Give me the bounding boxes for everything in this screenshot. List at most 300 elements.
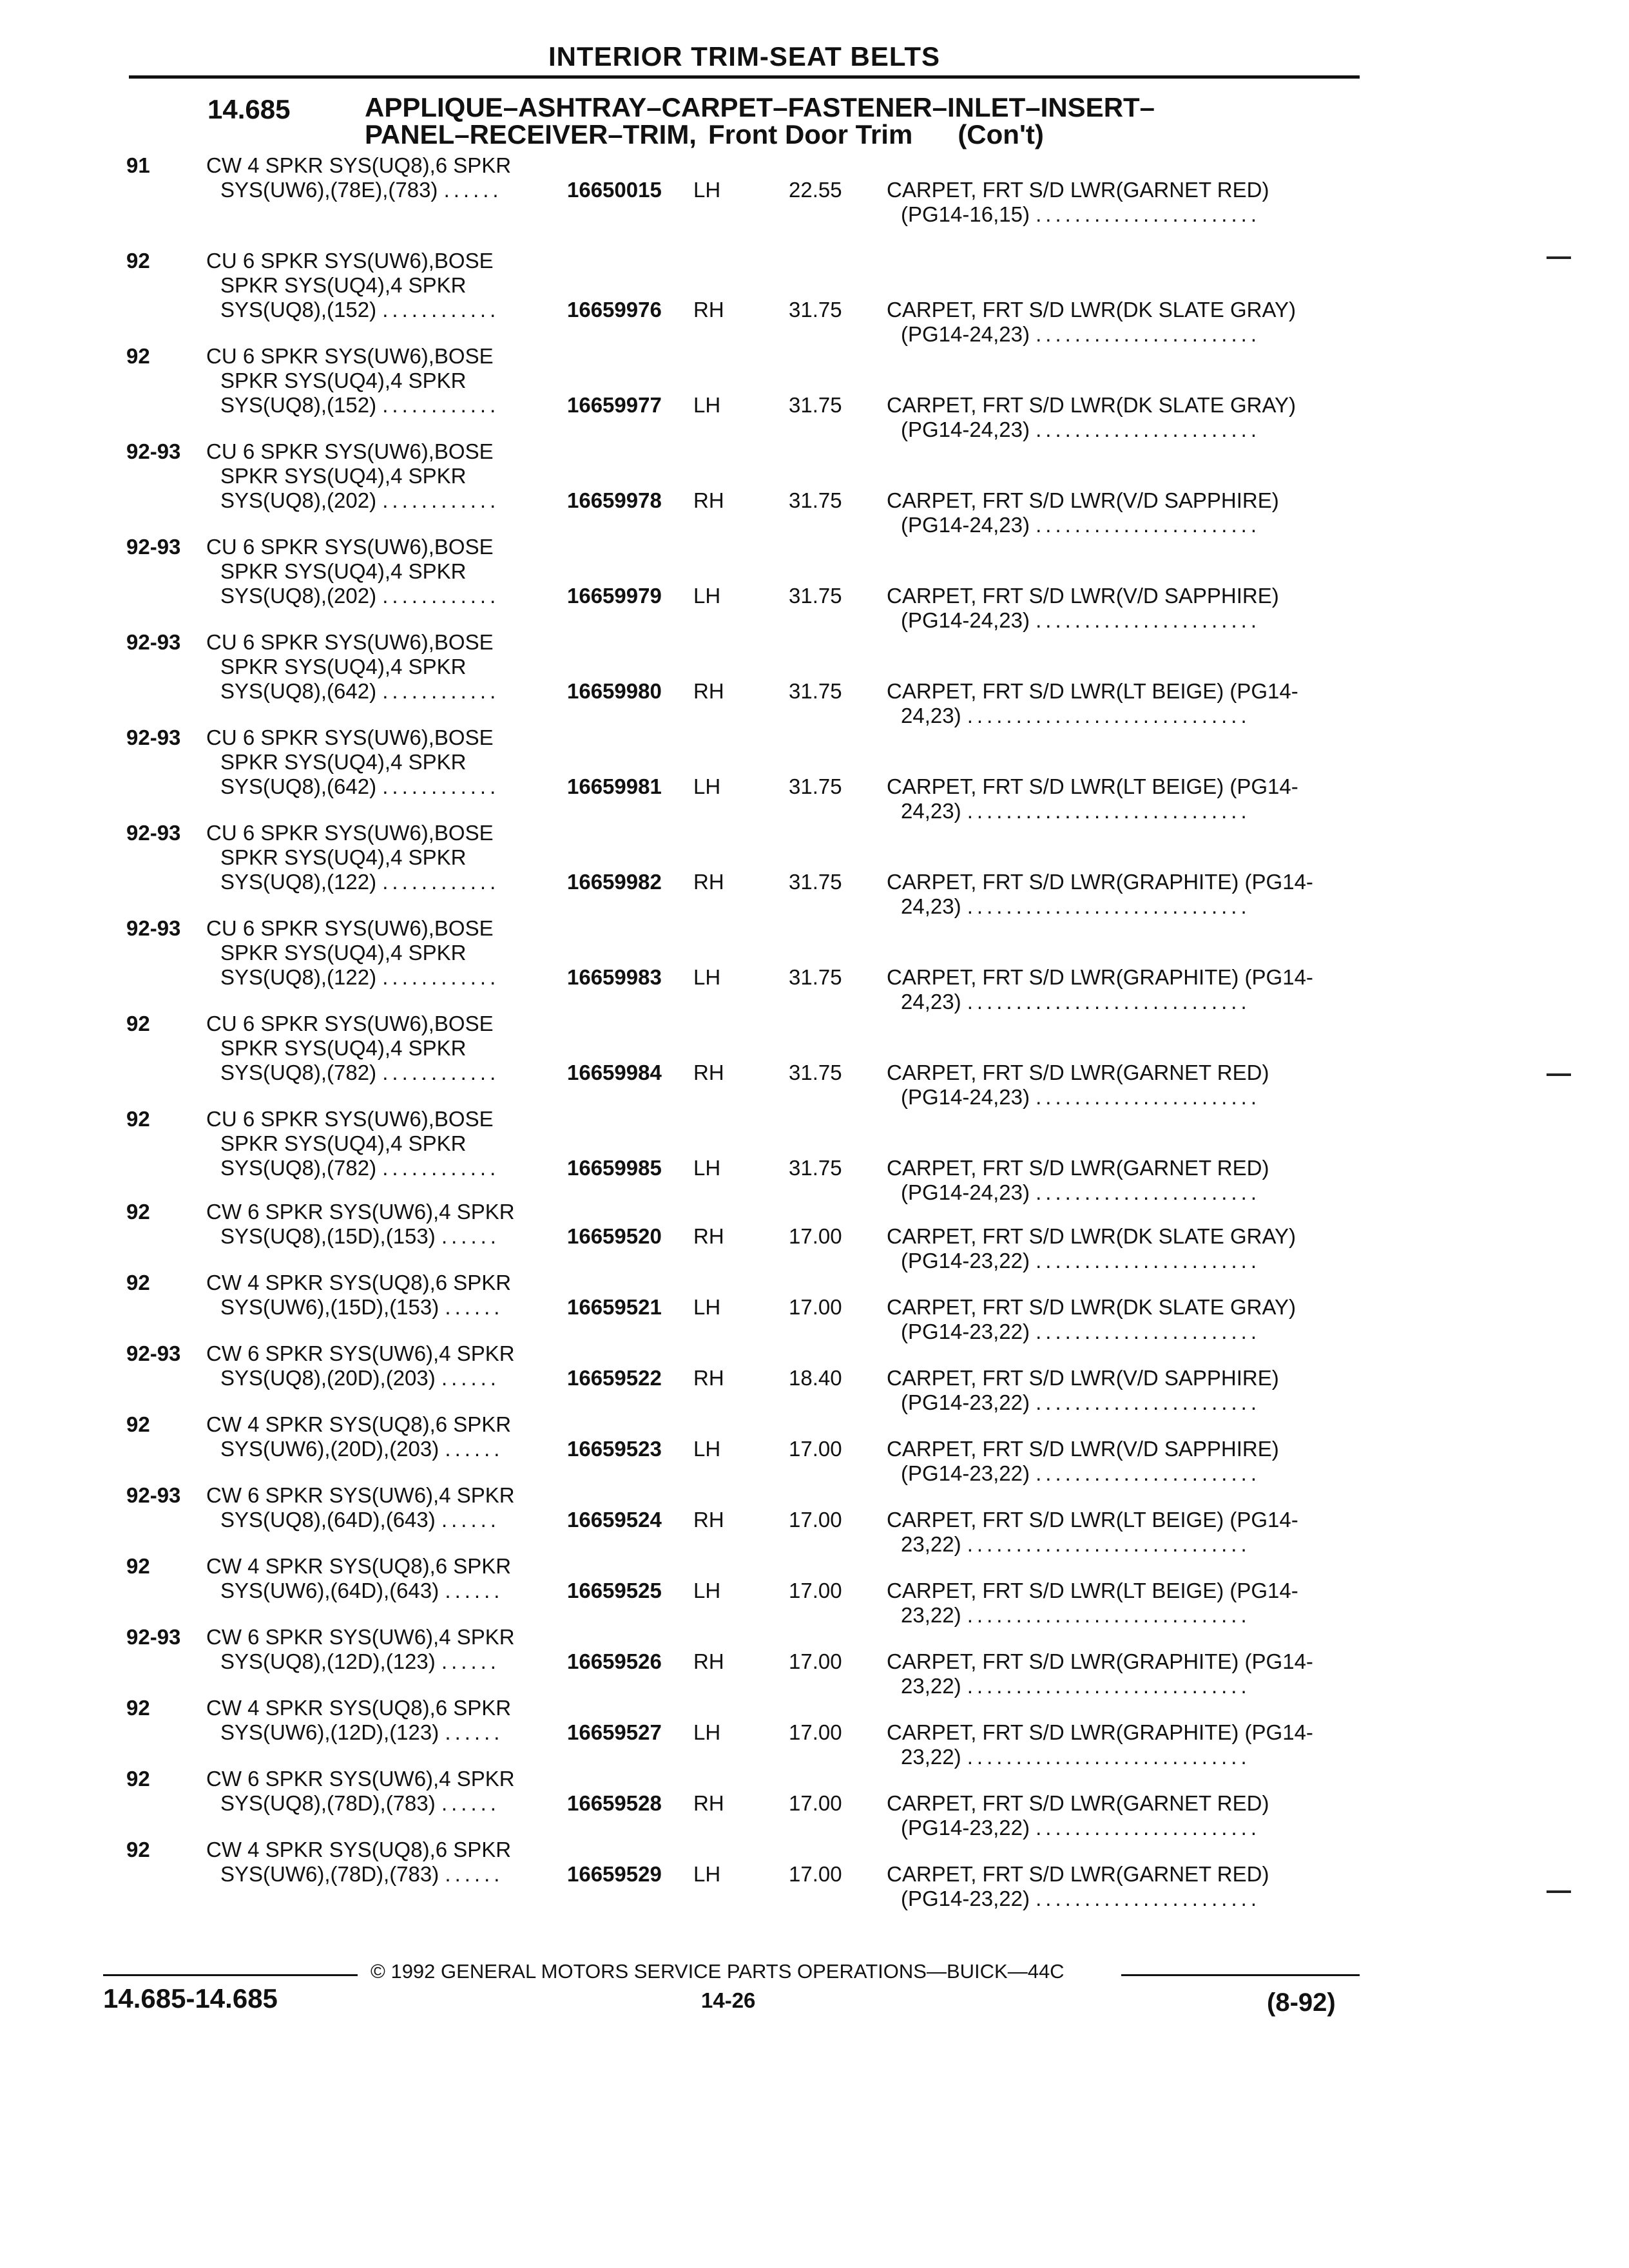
leader-dots: ............ bbox=[382, 1061, 500, 1084]
model-year: 92 bbox=[126, 1271, 150, 1294]
usage-line: CW 6 SPKR SYS(UW6),4 SPKR bbox=[206, 1625, 515, 1649]
part-title-line: CARPET, FRT S/D LWR(GRAPHITE) (PG14- bbox=[887, 870, 1313, 894]
model-year: 92-93 bbox=[126, 439, 181, 463]
usage-line: SYS(UW6),(20D),(203) bbox=[220, 1437, 439, 1461]
price: 17.00 bbox=[789, 1791, 842, 1815]
part-title-line: CARPET, FRT S/D LWR(GARNET RED) bbox=[887, 1061, 1269, 1084]
section-title bbox=[365, 94, 1155, 148]
side-indicator: RH bbox=[693, 1791, 724, 1815]
usage-last-line bbox=[206, 1720, 511, 1745]
usage-last-line bbox=[206, 1156, 499, 1180]
part-number: 16659985 bbox=[567, 1156, 662, 1180]
leader-dots: ............................. bbox=[967, 894, 1251, 918]
part-title-ref: (PG14-23,22) bbox=[901, 1249, 1030, 1273]
leader-dots: ....................... bbox=[1036, 1180, 1260, 1204]
usage-last-line bbox=[206, 1508, 515, 1532]
usage-line: SYS(UQ8),(78D),(783) bbox=[220, 1791, 436, 1815]
part-title bbox=[887, 298, 1364, 347]
usage-line: SYS(UQ8),(20D),(203) bbox=[220, 1366, 436, 1390]
usage-line: SYS(UQ8),(782) bbox=[220, 1156, 377, 1180]
section-title-line2-wrap bbox=[365, 121, 1155, 148]
part-title-line2 bbox=[887, 202, 1364, 227]
price: 31.75 bbox=[789, 1061, 842, 1084]
margin-mark bbox=[1547, 256, 1571, 259]
part-entry bbox=[0, 1012, 1629, 1109]
part-title bbox=[887, 1791, 1364, 1840]
leader-dots: ............ bbox=[382, 679, 500, 703]
part-title-ref: 24,23) bbox=[901, 894, 961, 918]
footer-rule-left bbox=[103, 1974, 358, 1976]
leader-dots: ............ bbox=[382, 584, 500, 608]
leader-dots: ...... bbox=[445, 1437, 504, 1461]
leader-dots: ....................... bbox=[1036, 322, 1260, 346]
leader-dots: ....................... bbox=[1036, 418, 1260, 441]
footer-date: (8-92) bbox=[1267, 1988, 1336, 2017]
part-entry bbox=[0, 439, 1629, 537]
part-title-line2 bbox=[887, 990, 1364, 1014]
model-year: 92 bbox=[126, 344, 150, 368]
part-title-line: CARPET, FRT S/D LWR(GARNET RED) bbox=[887, 1156, 1269, 1180]
part-title bbox=[887, 774, 1364, 823]
leader-dots: ............................. bbox=[967, 1745, 1251, 1769]
part-entry bbox=[0, 726, 1629, 823]
usage-line: SPKR SYS(UQ4),4 SPKR bbox=[220, 1036, 467, 1060]
usage-line: SYS(UQ8),(202) bbox=[220, 584, 377, 608]
leader-dots: ...... bbox=[441, 1508, 500, 1532]
part-title-line2 bbox=[887, 1745, 1364, 1769]
usage-last-line bbox=[206, 965, 499, 990]
part-title-ref: 23,22) bbox=[901, 1674, 961, 1698]
usage-description bbox=[206, 1200, 515, 1249]
margin-mark bbox=[1547, 1073, 1571, 1076]
leader-dots: ............ bbox=[382, 488, 500, 512]
footer-rule-right bbox=[1121, 1974, 1360, 1976]
part-title-ref: (PG14-24,23) bbox=[901, 322, 1030, 346]
part-number: 16659980 bbox=[567, 679, 662, 703]
side-indicator: RH bbox=[693, 1508, 724, 1532]
usage-line: CW 4 SPKR SYS(UQ8),6 SPKR bbox=[206, 153, 512, 177]
leader-dots: ............ bbox=[382, 870, 500, 894]
price: 17.00 bbox=[789, 1720, 842, 1744]
part-title-line: CARPET, FRT S/D LWR(GARNET RED) bbox=[887, 178, 1269, 202]
part-number: 16659977 bbox=[567, 393, 662, 417]
leader-dots: ............................. bbox=[967, 1603, 1251, 1627]
leader-dots: ...... bbox=[445, 1862, 504, 1886]
part-title-line: CARPET, FRT S/D LWR(GRAPHITE) (PG14- bbox=[887, 1720, 1313, 1744]
usage-line: CU 6 SPKR SYS(UW6),BOSE bbox=[206, 249, 494, 273]
part-title-line2 bbox=[887, 513, 1364, 537]
usage-line: SPKR SYS(UQ4),4 SPKR bbox=[220, 273, 467, 297]
part-title-line: CARPET, FRT S/D LWR(LT BEIGE) (PG14- bbox=[887, 1508, 1298, 1532]
usage-description bbox=[206, 1767, 515, 1816]
usage-description bbox=[206, 726, 499, 799]
part-entry bbox=[0, 535, 1629, 632]
usage-description bbox=[206, 1107, 499, 1180]
usage-description bbox=[206, 630, 499, 704]
usage-line: SPKR SYS(UQ4),4 SPKR bbox=[220, 1131, 467, 1155]
leader-dots: ...... bbox=[441, 1791, 500, 1815]
usage-line: SYS(UQ8),(12D),(123) bbox=[220, 1649, 436, 1673]
side-indicator: RH bbox=[693, 1224, 724, 1248]
usage-line: SYS(UW6),(15D),(153) bbox=[220, 1295, 439, 1319]
footer-page-number: 14-26 bbox=[701, 1988, 756, 2012]
price: 22.55 bbox=[789, 178, 842, 202]
leader-dots: ............................. bbox=[967, 799, 1251, 823]
model-year: 91 bbox=[126, 153, 150, 177]
price: 31.75 bbox=[789, 393, 842, 417]
part-title-line2 bbox=[887, 1085, 1364, 1110]
leader-dots: ....................... bbox=[1036, 1390, 1260, 1414]
side-indicator: LH bbox=[693, 965, 721, 989]
usage-line: SYS(UQ8),(152) bbox=[220, 298, 377, 322]
side-indicator: LH bbox=[693, 393, 721, 417]
part-number: 16659527 bbox=[567, 1720, 662, 1744]
part-title-line: CARPET, FRT S/D LWR(GARNET RED) bbox=[887, 1791, 1269, 1815]
usage-description bbox=[206, 535, 499, 608]
part-title bbox=[887, 1862, 1364, 1911]
side-indicator: LH bbox=[693, 1862, 721, 1886]
leader-dots: ............................. bbox=[967, 704, 1251, 727]
part-title-line: CARPET, FRT S/D LWR(LT BEIGE) (PG14- bbox=[887, 1579, 1298, 1602]
side-indicator: LH bbox=[693, 1579, 721, 1602]
side-indicator: LH bbox=[693, 1437, 721, 1461]
part-title-line: CARPET, FRT S/D LWR(DK SLATE GRAY) bbox=[887, 1295, 1296, 1319]
part-title bbox=[887, 870, 1364, 919]
side-indicator: LH bbox=[693, 178, 721, 202]
usage-last-line bbox=[206, 488, 499, 513]
model-year: 92-93 bbox=[126, 1341, 181, 1365]
usage-last-line bbox=[206, 679, 499, 704]
usage-line: SYS(UW6),(78E),(783) bbox=[220, 178, 438, 202]
usage-line: SYS(UQ8),(122) bbox=[220, 870, 377, 894]
part-title-ref: (PG14-23,22) bbox=[901, 1816, 1030, 1840]
model-year: 92 bbox=[126, 1107, 150, 1131]
part-title bbox=[887, 584, 1364, 633]
part-number: 16659978 bbox=[567, 488, 662, 512]
usage-line: SYS(UQ8),(122) bbox=[220, 965, 377, 989]
usage-last-line bbox=[206, 870, 499, 894]
usage-description bbox=[206, 153, 511, 202]
price: 17.00 bbox=[789, 1862, 842, 1886]
leader-dots: ...... bbox=[441, 1649, 500, 1673]
model-year: 92-93 bbox=[126, 821, 181, 845]
usage-line: CW 6 SPKR SYS(UW6),4 SPKR bbox=[206, 1341, 515, 1365]
leader-dots: ...... bbox=[441, 1224, 500, 1248]
model-year: 92-93 bbox=[126, 1625, 181, 1649]
usage-description bbox=[206, 1696, 511, 1745]
part-title-ref: (PG14-24,23) bbox=[901, 1085, 1030, 1109]
usage-description bbox=[206, 1271, 511, 1320]
part-number: 16659522 bbox=[567, 1366, 662, 1390]
part-entry bbox=[0, 916, 1629, 1014]
footer-copyright: © 1992 GENERAL MOTORS SERVICE PARTS OPERATIONS—BUICK—44C bbox=[371, 1960, 1065, 1983]
usage-line: SYS(UW6),(64D),(643) bbox=[220, 1579, 439, 1602]
part-title-line2 bbox=[887, 704, 1364, 728]
part-title-ref: (PG14-23,22) bbox=[901, 1461, 1030, 1485]
price: 17.00 bbox=[789, 1649, 842, 1673]
usage-description bbox=[206, 249, 499, 322]
usage-line: CW 6 SPKR SYS(UW6),4 SPKR bbox=[206, 1767, 515, 1791]
part-title-line2 bbox=[887, 608, 1364, 633]
leader-dots: ...... bbox=[443, 178, 503, 202]
leader-dots: ............................. bbox=[967, 990, 1251, 1014]
usage-line: SYS(UQ8),(15D),(153) bbox=[220, 1224, 436, 1248]
part-title bbox=[887, 1061, 1364, 1110]
part-title bbox=[887, 679, 1364, 728]
price: 17.00 bbox=[789, 1508, 842, 1532]
usage-line: SPKR SYS(UQ4),4 SPKR bbox=[220, 845, 467, 869]
part-title-line: CARPET, FRT S/D LWR(GRAPHITE) (PG14- bbox=[887, 1649, 1313, 1673]
part-number: 16659979 bbox=[567, 584, 662, 608]
usage-line: SYS(UQ8),(64D),(643) bbox=[220, 1508, 436, 1532]
usage-last-line bbox=[206, 298, 499, 322]
part-title bbox=[887, 178, 1364, 227]
usage-line: CW 6 SPKR SYS(UW6),4 SPKR bbox=[206, 1483, 515, 1507]
part-title bbox=[887, 1437, 1364, 1486]
price: 31.75 bbox=[789, 584, 842, 608]
leader-dots: ....................... bbox=[1036, 1461, 1260, 1485]
part-number: 16659982 bbox=[567, 870, 662, 894]
part-title-line2 bbox=[887, 1320, 1364, 1344]
part-title-line: CARPET, FRT S/D LWR(V/D SAPPHIRE) bbox=[887, 1437, 1279, 1461]
part-title-ref: (PG14-24,23) bbox=[901, 1180, 1030, 1204]
usage-last-line bbox=[206, 1295, 511, 1320]
usage-line: SPKR SYS(UQ4),4 SPKR bbox=[220, 750, 467, 774]
part-number: 16659525 bbox=[567, 1579, 662, 1602]
side-indicator: RH bbox=[693, 870, 724, 894]
usage-line: SYS(UW6),(12D),(123) bbox=[220, 1720, 439, 1744]
part-title-line: CARPET, FRT S/D LWR(GARNET RED) bbox=[887, 1862, 1269, 1886]
part-title bbox=[887, 1366, 1364, 1415]
part-title-ref: (PG14-23,22) bbox=[901, 1887, 1030, 1910]
usage-last-line bbox=[206, 774, 499, 799]
price: 31.75 bbox=[789, 679, 842, 703]
part-title-line2 bbox=[887, 1603, 1364, 1628]
part-entry bbox=[0, 821, 1629, 918]
part-entry bbox=[0, 1107, 1629, 1204]
side-indicator: LH bbox=[693, 1720, 721, 1744]
part-title-line: CARPET, FRT S/D LWR(V/D SAPPHIRE) bbox=[887, 488, 1279, 512]
footer-section-range: 14.685-14.685 bbox=[103, 1983, 278, 2013]
part-title bbox=[887, 1224, 1364, 1273]
part-title-line: CARPET, FRT S/D LWR(LT BEIGE) (PG14- bbox=[887, 679, 1298, 703]
section-title-cont: (Con't) bbox=[958, 119, 1044, 149]
usage-last-line bbox=[206, 1791, 515, 1816]
leader-dots: ............ bbox=[382, 1156, 500, 1180]
part-title-line2 bbox=[887, 894, 1364, 919]
leader-dots: ............ bbox=[382, 298, 500, 322]
leader-dots: ....................... bbox=[1036, 1320, 1260, 1343]
usage-line: CW 4 SPKR SYS(UQ8),6 SPKR bbox=[206, 1271, 512, 1294]
leader-dots: ............................. bbox=[967, 1674, 1251, 1698]
part-title-line: CARPET, FRT S/D LWR(V/D SAPPHIRE) bbox=[887, 1366, 1279, 1390]
usage-last-line bbox=[206, 178, 511, 202]
part-number: 16659520 bbox=[567, 1224, 662, 1248]
part-title-line2 bbox=[887, 1816, 1364, 1840]
part-title-line2 bbox=[887, 418, 1364, 442]
leader-dots: ............ bbox=[382, 774, 500, 798]
model-year: 92 bbox=[126, 1200, 150, 1224]
leader-dots: ....................... bbox=[1036, 1816, 1260, 1840]
part-number: 16659983 bbox=[567, 965, 662, 989]
part-title bbox=[887, 1649, 1364, 1698]
part-title-line2 bbox=[887, 1674, 1364, 1698]
side-indicator: LH bbox=[693, 584, 721, 608]
price: 31.75 bbox=[789, 774, 842, 798]
usage-line: SYS(UW6),(78D),(783) bbox=[220, 1862, 439, 1886]
usage-line: SPKR SYS(UQ4),4 SPKR bbox=[220, 559, 467, 583]
part-title-line2 bbox=[887, 1390, 1364, 1415]
part-entry bbox=[0, 249, 1629, 346]
part-title bbox=[887, 488, 1364, 537]
part-title-line2 bbox=[887, 1461, 1364, 1486]
leader-dots: ....................... bbox=[1036, 1249, 1260, 1273]
side-indicator: LH bbox=[693, 1156, 721, 1180]
price: 31.75 bbox=[789, 870, 842, 894]
side-indicator: RH bbox=[693, 679, 724, 703]
part-title bbox=[887, 1156, 1364, 1205]
section-title-line2: PANEL–RECEIVER–TRIM, bbox=[365, 119, 697, 149]
part-title-line2 bbox=[887, 1249, 1364, 1273]
part-number: 16650015 bbox=[567, 178, 662, 202]
usage-description bbox=[206, 916, 499, 990]
usage-line: SPKR SYS(UQ4),4 SPKR bbox=[220, 464, 467, 488]
model-year: 92 bbox=[126, 1412, 150, 1436]
side-indicator: RH bbox=[693, 1366, 724, 1390]
part-title-ref: (PG14-24,23) bbox=[901, 513, 1030, 537]
model-year: 92 bbox=[126, 249, 150, 273]
leader-dots: ............................. bbox=[967, 1532, 1251, 1556]
usage-line: SPKR SYS(UQ4),4 SPKR bbox=[220, 655, 467, 678]
part-title-ref: 23,22) bbox=[901, 1532, 961, 1556]
part-title bbox=[887, 1579, 1364, 1628]
side-indicator: RH bbox=[693, 1649, 724, 1673]
part-title bbox=[887, 965, 1364, 1014]
part-title-ref: 23,22) bbox=[901, 1603, 961, 1627]
part-number: 16659529 bbox=[567, 1862, 662, 1886]
part-number: 16659981 bbox=[567, 774, 662, 798]
price: 17.00 bbox=[789, 1224, 842, 1248]
leader-dots: ....................... bbox=[1036, 513, 1260, 537]
leader-dots: ...... bbox=[445, 1720, 504, 1744]
model-year: 92 bbox=[126, 1012, 150, 1035]
usage-last-line bbox=[206, 1061, 499, 1085]
leader-dots: ...... bbox=[441, 1366, 500, 1390]
usage-line: CW 4 SPKR SYS(UQ8),6 SPKR bbox=[206, 1696, 512, 1720]
side-indicator: LH bbox=[693, 774, 721, 798]
usage-line: CU 6 SPKR SYS(UW6),BOSE bbox=[206, 535, 494, 559]
part-number: 16659524 bbox=[567, 1508, 662, 1532]
part-title bbox=[887, 393, 1364, 442]
price: 31.75 bbox=[789, 965, 842, 989]
part-number: 16659521 bbox=[567, 1295, 662, 1319]
part-title-line: CARPET, FRT S/D LWR(V/D SAPPHIRE) bbox=[887, 584, 1279, 608]
usage-line: SYS(UQ8),(152) bbox=[220, 393, 377, 417]
part-title-line2 bbox=[887, 799, 1364, 823]
price: 17.00 bbox=[789, 1579, 842, 1602]
leader-dots: ....................... bbox=[1036, 1085, 1260, 1109]
usage-last-line bbox=[206, 1366, 515, 1390]
side-indicator: RH bbox=[693, 488, 724, 512]
model-year: 92-93 bbox=[126, 1483, 181, 1507]
part-number: 16659976 bbox=[567, 298, 662, 322]
part-title-ref: 24,23) bbox=[901, 990, 961, 1014]
usage-last-line bbox=[206, 1579, 511, 1603]
part-title-line2 bbox=[887, 1532, 1364, 1557]
model-year: 92-93 bbox=[126, 535, 181, 559]
section-title-note: Front Door Trim bbox=[708, 119, 913, 149]
part-number: 16659523 bbox=[567, 1437, 662, 1461]
usage-line: CW 6 SPKR SYS(UW6),4 SPKR bbox=[206, 1200, 515, 1224]
usage-line: SPKR SYS(UQ4),4 SPKR bbox=[220, 369, 467, 392]
part-title-line: CARPET, FRT S/D LWR(LT BEIGE) (PG14- bbox=[887, 774, 1298, 798]
part-entry bbox=[0, 344, 1629, 441]
leader-dots: ............ bbox=[382, 393, 500, 417]
usage-line: CU 6 SPKR SYS(UW6),BOSE bbox=[206, 439, 494, 463]
leader-dots: ............ bbox=[382, 965, 500, 989]
part-entry bbox=[0, 153, 1629, 244]
usage-line: CU 6 SPKR SYS(UW6),BOSE bbox=[206, 630, 494, 654]
usage-description bbox=[206, 1012, 499, 1085]
price: 17.00 bbox=[789, 1437, 842, 1461]
part-title-line: CARPET, FRT S/D LWR(GRAPHITE) (PG14- bbox=[887, 965, 1313, 989]
usage-line: SPKR SYS(UQ4),4 SPKR bbox=[220, 941, 467, 965]
usage-line: SYS(UQ8),(782) bbox=[220, 1061, 377, 1084]
usage-description bbox=[206, 1483, 515, 1532]
usage-line: SYS(UQ8),(202) bbox=[220, 488, 377, 512]
usage-description bbox=[206, 1412, 511, 1461]
side-indicator: RH bbox=[693, 1061, 724, 1084]
usage-line: CU 6 SPKR SYS(UW6),BOSE bbox=[206, 344, 494, 368]
model-year: 92-93 bbox=[126, 726, 181, 749]
usage-description bbox=[206, 439, 499, 513]
part-title-ref: 23,22) bbox=[901, 1745, 961, 1769]
usage-line: CU 6 SPKR SYS(UW6),BOSE bbox=[206, 1012, 494, 1035]
usage-line: CW 4 SPKR SYS(UQ8),6 SPKR bbox=[206, 1412, 512, 1436]
model-year: 92-93 bbox=[126, 916, 181, 940]
usage-line: SYS(UQ8),(642) bbox=[220, 774, 377, 798]
part-title-line: CARPET, FRT S/D LWR(DK SLATE GRAY) bbox=[887, 298, 1296, 322]
model-year: 92 bbox=[126, 1554, 150, 1578]
section-number: 14.685 bbox=[207, 94, 291, 124]
leader-dots: ....................... bbox=[1036, 202, 1260, 226]
part-number: 16659984 bbox=[567, 1061, 662, 1084]
usage-description bbox=[206, 1838, 511, 1887]
part-title bbox=[887, 1720, 1364, 1769]
section-title-line1: APPLIQUE–ASHTRAY–CARPET–FASTENER–INLET–INSERT– bbox=[365, 92, 1155, 122]
side-indicator: LH bbox=[693, 1295, 721, 1319]
price: 17.00 bbox=[789, 1295, 842, 1319]
part-number: 16659528 bbox=[567, 1791, 662, 1815]
usage-last-line bbox=[206, 1224, 515, 1249]
usage-line: CU 6 SPKR SYS(UW6),BOSE bbox=[206, 821, 494, 845]
usage-line: CW 4 SPKR SYS(UQ8),6 SPKR bbox=[206, 1554, 512, 1578]
usage-line: CW 4 SPKR SYS(UQ8),6 SPKR bbox=[206, 1838, 512, 1861]
leader-dots: ....................... bbox=[1036, 608, 1260, 632]
part-title-ref: (PG14-24,23) bbox=[901, 418, 1030, 441]
part-title-line2 bbox=[887, 1887, 1364, 1911]
part-title-ref: (PG14-23,22) bbox=[901, 1390, 1030, 1414]
usage-last-line bbox=[206, 1649, 515, 1674]
part-title bbox=[887, 1295, 1364, 1344]
price: 31.75 bbox=[789, 488, 842, 512]
usage-description bbox=[206, 821, 499, 894]
part-title-ref: (PG14-16,15) bbox=[901, 202, 1030, 226]
part-title-ref: 24,23) bbox=[901, 799, 961, 823]
usage-last-line bbox=[206, 393, 499, 418]
price: 18.40 bbox=[789, 1366, 842, 1390]
leader-dots: ....................... bbox=[1036, 1887, 1260, 1910]
